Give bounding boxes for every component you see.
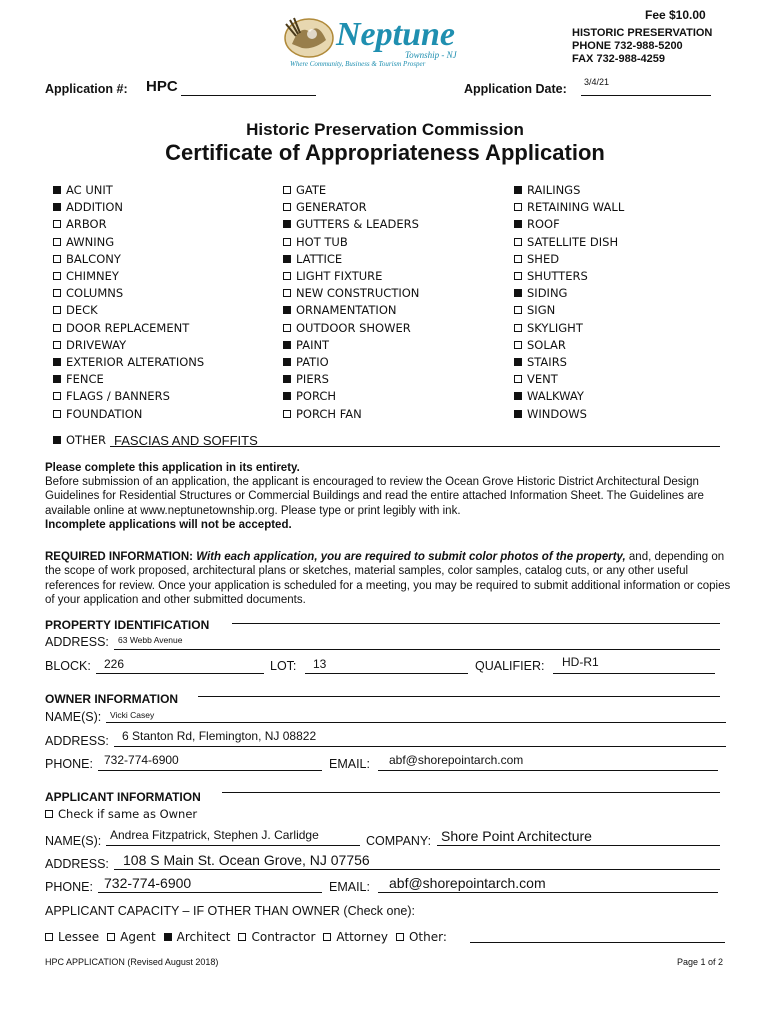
department-phone: PHONE 732-988-5200 — [572, 40, 683, 52]
required-label: REQUIRED INFORMATION: — [45, 551, 194, 563]
applicant-address-value: 108 S Main St. Ocean Grove, NJ 07756 — [123, 852, 370, 868]
porch-fan-checkbox[interactable] — [283, 410, 291, 418]
work-type-label: PIERS — [296, 372, 329, 387]
work-type-label: DOOR REPLACEMENT — [66, 320, 190, 335]
work-type-item-skylight[interactable] — [514, 320, 624, 337]
property-address-field[interactable] — [114, 649, 720, 650]
work-type-item-paint[interactable] — [283, 337, 419, 354]
lattice-checkbox[interactable] — [283, 255, 291, 263]
work-type-item-new-construction[interactable] — [283, 285, 419, 302]
same-as-owner-checkbox[interactable] — [45, 810, 53, 818]
windows-checkbox[interactable] — [514, 410, 522, 418]
fee-label: Fee $10.00 — [645, 8, 706, 22]
work-type-label: RETAINING WALL — [527, 200, 625, 215]
work-type-label: PAINT — [296, 337, 330, 352]
work-type-label: LATTICE — [296, 251, 343, 266]
applicant-heading: APPLICANT INFORMATION — [45, 790, 201, 804]
applicant-address-label: ADDRESS: — [45, 857, 109, 871]
work-type-item-stairs[interactable] — [514, 354, 624, 371]
fence-checkbox[interactable] — [53, 375, 61, 383]
logo-township: Township - NJ — [405, 50, 457, 60]
lessee-checkbox[interactable] — [45, 933, 53, 941]
work-type-label: PORCH — [296, 389, 337, 404]
work-type-label: SIDING — [527, 286, 568, 301]
work-type-label: WALKWAY — [527, 389, 584, 404]
work-type-item-columns[interactable] — [53, 285, 204, 302]
driveway-checkbox[interactable] — [53, 341, 61, 349]
work-type-label: FLAGS / BANNERS — [66, 389, 170, 404]
siding-checkbox[interactable] — [514, 289, 522, 297]
work-type-column-1 — [53, 182, 204, 423]
work-type-item-driveway[interactable] — [53, 337, 204, 354]
work-type-label: RAILINGS — [527, 183, 581, 197]
applicant-address-field[interactable] — [114, 869, 720, 870]
work-type-item-solar[interactable] — [514, 337, 624, 354]
property-address-label: ADDRESS: — [45, 635, 109, 649]
qualifier-value: HD-R1 — [562, 655, 599, 669]
new-construction-checkbox[interactable] — [283, 289, 291, 297]
work-type-column-3 — [514, 182, 624, 423]
work-type-label: SOLAR — [527, 337, 566, 352]
footer-page-number: Page 1 of 2 — [677, 957, 724, 967]
capacity-option-label: Lessee — [58, 930, 100, 944]
roof-checkbox[interactable] — [514, 220, 522, 228]
vent-checkbox[interactable] — [514, 375, 522, 383]
qualifier-field[interactable] — [553, 673, 715, 674]
work-type-column-2 — [283, 182, 419, 423]
company-label: COMPANY: — [366, 834, 432, 848]
gate-checkbox[interactable] — [283, 186, 291, 194]
work-type-label: BALCONY — [66, 251, 121, 266]
work-type-label: SKYLIGHT — [527, 320, 583, 335]
work-type-item-deck[interactable] — [53, 302, 204, 319]
work-type-item-chimney[interactable] — [53, 268, 204, 285]
applicant-heading-rule — [222, 792, 720, 793]
applicant-phone-field[interactable] — [98, 892, 322, 893]
walkway-checkbox[interactable] — [514, 392, 522, 400]
lot-label: LOT: — [270, 659, 297, 673]
work-type-label: VENT — [527, 372, 558, 387]
work-type-item-shutters[interactable] — [514, 268, 624, 285]
outdoor-shower-checkbox[interactable] — [283, 324, 291, 332]
work-type-label: SHUTTERS — [527, 269, 588, 284]
qualifier-label: QUALIFIER: — [475, 659, 545, 673]
other-field[interactable] — [110, 446, 720, 447]
owner-heading-rule — [198, 696, 720, 697]
department-fax: FAX 732-988-4259 — [572, 53, 665, 65]
arbor-checkbox[interactable] — [53, 220, 61, 228]
capacity-option-label: Attorney — [336, 930, 388, 944]
paint-checkbox[interactable] — [283, 341, 291, 349]
work-type-label: GUTTERS & LEADERS — [296, 217, 419, 232]
owner-phone-field[interactable] — [98, 770, 322, 771]
work-type-label: SHED — [527, 251, 560, 266]
applicant-phone-value: 732-774-6900 — [104, 875, 192, 891]
skylight-checkbox[interactable] — [514, 324, 522, 332]
application-date-value: 3/4/21 — [584, 77, 610, 87]
applicant-email-field[interactable] — [378, 892, 718, 893]
work-type-item-sign[interactable] — [514, 302, 624, 319]
property-heading-rule — [232, 623, 720, 624]
capacity-option-label: Agent — [120, 930, 156, 944]
work-type-label: GENERATOR — [296, 200, 367, 215]
work-type-item-piers[interactable] — [283, 371, 419, 388]
required-emphasis: With each application, you are required to submit color photos of the property, — [196, 551, 626, 563]
logo-tagline: Where Community, Business & Tourism Prosper — [290, 60, 426, 68]
work-type-item-light-fixture[interactable] — [283, 268, 419, 285]
sign-checkbox[interactable] — [514, 306, 522, 314]
work-type-item-exterior-alterations[interactable] — [53, 354, 204, 371]
awning-checkbox[interactable] — [53, 238, 61, 246]
work-type-label: HOT TUB — [296, 234, 348, 249]
gutters-leaders-checkbox[interactable] — [283, 220, 291, 228]
deck-checkbox[interactable] — [53, 306, 61, 314]
work-type-item-shed[interactable] — [514, 251, 624, 268]
work-type-item-gate[interactable] — [283, 182, 419, 199]
other-label: OTHER — [66, 433, 106, 447]
department-contact — [572, 27, 712, 66]
retaining-wall-checkbox[interactable] — [514, 203, 522, 211]
columns-checkbox[interactable] — [53, 289, 61, 297]
work-type-label: AC UNIT — [66, 183, 113, 197]
work-type-item-roof[interactable] — [514, 216, 624, 233]
capacity-other-field[interactable] — [470, 942, 725, 943]
work-type-item-balcony[interactable] — [53, 251, 204, 268]
applicant-name-field[interactable] — [106, 845, 360, 846]
company-value: Shore Point Architecture — [441, 828, 592, 844]
flags-banners-checkbox[interactable] — [53, 392, 61, 400]
capacity-option-architect[interactable] — [164, 930, 231, 944]
foundation-checkbox[interactable] — [53, 410, 61, 418]
owner-email-value: abf@shorepointarch.com — [389, 753, 524, 767]
other-checkbox[interactable] — [53, 436, 61, 444]
footer-form-id: HPC APPLICATION (Revised August 2018) — [45, 957, 219, 967]
owner-name-field[interactable] — [106, 722, 726, 723]
neptune-seal-icon — [280, 14, 338, 60]
ornamentation-checkbox[interactable] — [283, 306, 291, 314]
logo-wordmark: Neptune — [336, 16, 455, 53]
chimney-checkbox[interactable] — [53, 272, 61, 280]
work-type-label: PORCH FAN — [296, 406, 362, 421]
shutters-checkbox[interactable] — [514, 272, 522, 280]
addition-checkbox[interactable] — [53, 203, 61, 211]
work-type-label: WINDOWS — [527, 406, 587, 421]
work-type-item-windows[interactable] — [514, 406, 624, 423]
owner-name-value: Vicki Casey — [110, 710, 155, 720]
door-replacement-checkbox[interactable] — [53, 324, 61, 332]
work-type-item-walkway[interactable] — [514, 388, 624, 405]
work-type-item-ornamentation[interactable] — [283, 302, 419, 319]
block-field[interactable] — [96, 673, 264, 674]
company-field[interactable] — [437, 845, 720, 846]
lot-value: 13 — [313, 657, 327, 671]
application-number-label: Application #: — [45, 82, 128, 96]
owner-address-label: ADDRESS: — [45, 734, 109, 748]
applicant-email-value: abf@shorepointarch.com — [389, 875, 546, 891]
owner-phone-label: PHONE: — [45, 757, 93, 771]
work-type-label: LIGHT FIXTURE — [296, 269, 383, 284]
work-type-label: ARBOR — [66, 217, 107, 232]
work-type-item-fence[interactable] — [53, 371, 204, 388]
work-type-item-ac-unit[interactable] — [53, 182, 204, 199]
patio-checkbox[interactable] — [283, 358, 291, 366]
work-type-label: DECK — [66, 303, 98, 318]
required-information — [45, 550, 735, 607]
solar-checkbox[interactable] — [514, 341, 522, 349]
work-type-item-lattice[interactable] — [283, 251, 419, 268]
owner-heading: OWNER INFORMATION — [45, 692, 179, 706]
railings-checkbox[interactable] — [514, 186, 522, 194]
agent-checkbox[interactable] — [107, 933, 115, 941]
owner-email-label: EMAIL: — [329, 757, 370, 771]
porch-checkbox[interactable] — [283, 392, 291, 400]
work-type-item-door-replacement[interactable] — [53, 320, 204, 337]
attorney-checkbox[interactable] — [323, 933, 331, 941]
capacity-option-agent[interactable] — [107, 930, 156, 944]
work-type-item-vent[interactable] — [514, 371, 624, 388]
work-type-item-retaining-wall[interactable] — [514, 199, 624, 216]
applicant-email-label: EMAIL: — [329, 880, 370, 894]
same-as-owner-label: Check if same as Owner — [58, 807, 198, 821]
work-type-label: EXTERIOR ALTERATIONS — [66, 355, 205, 370]
work-type-label: ADDITION — [66, 200, 124, 215]
work-type-label: ORNAMENTATION — [296, 303, 397, 318]
block-label: BLOCK: — [45, 659, 91, 673]
light-fixture-checkbox[interactable] — [283, 272, 291, 280]
piers-checkbox[interactable] — [283, 375, 291, 383]
shed-checkbox[interactable] — [514, 255, 522, 263]
other-checkbox[interactable] — [396, 933, 404, 941]
capacity-option-other[interactable] — [396, 930, 447, 944]
block-value: 226 — [104, 657, 125, 671]
capacity-options — [45, 929, 455, 946]
work-type-item-foundation[interactable] — [53, 406, 204, 423]
work-type-item-arbor[interactable] — [53, 216, 204, 233]
instructions-body: Before submission of an application, the applicant is encouraged to review the Ocean Grove Historic District Architectural Design Guidelines for Residential Structures or Commercial Buildings and read the entire attached Information Sheet. The Guidelines are available online at www.neptunetownship.org. Please type or print legibly with ink. — [45, 476, 704, 517]
generator-checkbox[interactable] — [283, 203, 291, 211]
capacity-option-contractor[interactable] — [238, 930, 315, 944]
owner-address-field[interactable] — [114, 746, 726, 747]
satellite-dish-checkbox[interactable] — [514, 238, 522, 246]
hot-tub-checkbox[interactable] — [283, 238, 291, 246]
work-type-label: GATE — [296, 183, 327, 197]
certificate-title: Certificate of Appropriateness Application — [165, 140, 605, 165]
capacity-option-label: Other: — [408, 930, 447, 944]
work-type-label: CHIMNEY — [66, 269, 119, 284]
capacity-option-label: Contractor — [251, 930, 316, 944]
capacity-label: APPLICANT CAPACITY – IF OTHER THAN OWNER (Check one): — [45, 904, 415, 918]
owner-email-field[interactable] — [378, 770, 718, 771]
application-number-field[interactable] — [181, 95, 316, 96]
application-number-prefix: HPC — [146, 78, 178, 95]
work-type-item-siding[interactable] — [514, 285, 624, 302]
other-work-row — [53, 432, 106, 449]
work-type-label: NEW CONSTRUCTION — [296, 286, 420, 301]
lot-field[interactable] — [305, 673, 468, 674]
work-type-label: STAIRS — [527, 355, 567, 370]
owner-name-label: NAME(S): — [45, 710, 102, 724]
work-type-item-railings[interactable] — [514, 182, 624, 199]
work-type-label: ROOF — [527, 217, 560, 232]
contractor-checkbox[interactable] — [238, 933, 246, 941]
applicant-name-label: NAME(S): — [45, 834, 102, 848]
work-type-label: DRIVEWAY — [66, 337, 127, 352]
ac-unit-checkbox[interactable] — [53, 186, 61, 194]
work-type-item-generator[interactable] — [283, 199, 419, 216]
capacity-option-lessee[interactable] — [45, 930, 99, 944]
owner-address-value: 6 Stanton Rd, Flemington, NJ 08822 — [122, 729, 317, 743]
work-type-label: AWNING — [66, 234, 115, 249]
required-body: and, depending on the scope of work proposed, architectural plans or sketches, material samples, color samples, catalog cuts, or any other useful references for review. Once your application is scheduled for a meeting, you may be required to submit additional information or copies of your application and other submitted documents. — [45, 551, 731, 606]
work-type-label: PATIO — [296, 355, 329, 370]
work-type-item-awning[interactable] — [53, 234, 204, 251]
work-type-item-satellite-dish[interactable] — [514, 234, 624, 251]
neptune-logo — [280, 12, 475, 72]
work-type-label: FOUNDATION — [66, 406, 143, 421]
work-type-label: FENCE — [66, 372, 104, 387]
work-type-label: COLUMNS — [66, 286, 124, 301]
capacity-option-attorney[interactable] — [323, 930, 388, 944]
work-type-item-patio[interactable] — [283, 354, 419, 371]
application-date-label: Application Date: — [464, 82, 567, 96]
applicant-phone-label: PHONE: — [45, 880, 93, 894]
work-type-item-porch-fan[interactable] — [283, 406, 419, 423]
work-type-item-addition[interactable] — [53, 199, 204, 216]
work-type-item-gutters-leaders[interactable] — [283, 216, 419, 233]
architect-checkbox[interactable] — [164, 933, 172, 941]
other-value: FASCIAS AND SOFFITS — [114, 433, 258, 448]
work-type-label: SATELLITE DISH — [527, 234, 619, 249]
work-type-label: SIGN — [527, 303, 556, 318]
application-date-field[interactable] — [581, 95, 711, 96]
owner-phone-value: 732-774-6900 — [104, 753, 179, 767]
work-type-item-outdoor-shower[interactable] — [283, 320, 419, 337]
stairs-checkbox[interactable] — [514, 358, 522, 366]
same-as-owner-row — [45, 806, 197, 823]
work-type-item-porch[interactable] — [283, 388, 419, 405]
work-type-item-flags-banners[interactable] — [53, 388, 204, 405]
balcony-checkbox[interactable] — [53, 255, 61, 263]
incomplete-warning: Incomplete applications will not be accepted. — [45, 519, 292, 531]
department-name: HISTORIC PRESERVATION — [572, 27, 713, 39]
applicant-name-value: Andrea Fitzpatrick, Stephen J. Carlidge — [110, 828, 319, 842]
work-type-label: OUTDOOR SHOWER — [296, 320, 411, 335]
property-heading: PROPERTY IDENTIFICATION — [45, 618, 210, 632]
exterior-alterations-checkbox[interactable] — [53, 358, 61, 366]
commission-title: Historic Preservation Commission — [246, 120, 524, 139]
work-type-item-hot-tub[interactable] — [283, 234, 419, 251]
instructions-heading: Please complete this application in its entirety. — [45, 462, 300, 474]
capacity-option-label: Architect — [176, 930, 231, 944]
property-address-value: 63 Webb Avenue — [118, 635, 183, 645]
